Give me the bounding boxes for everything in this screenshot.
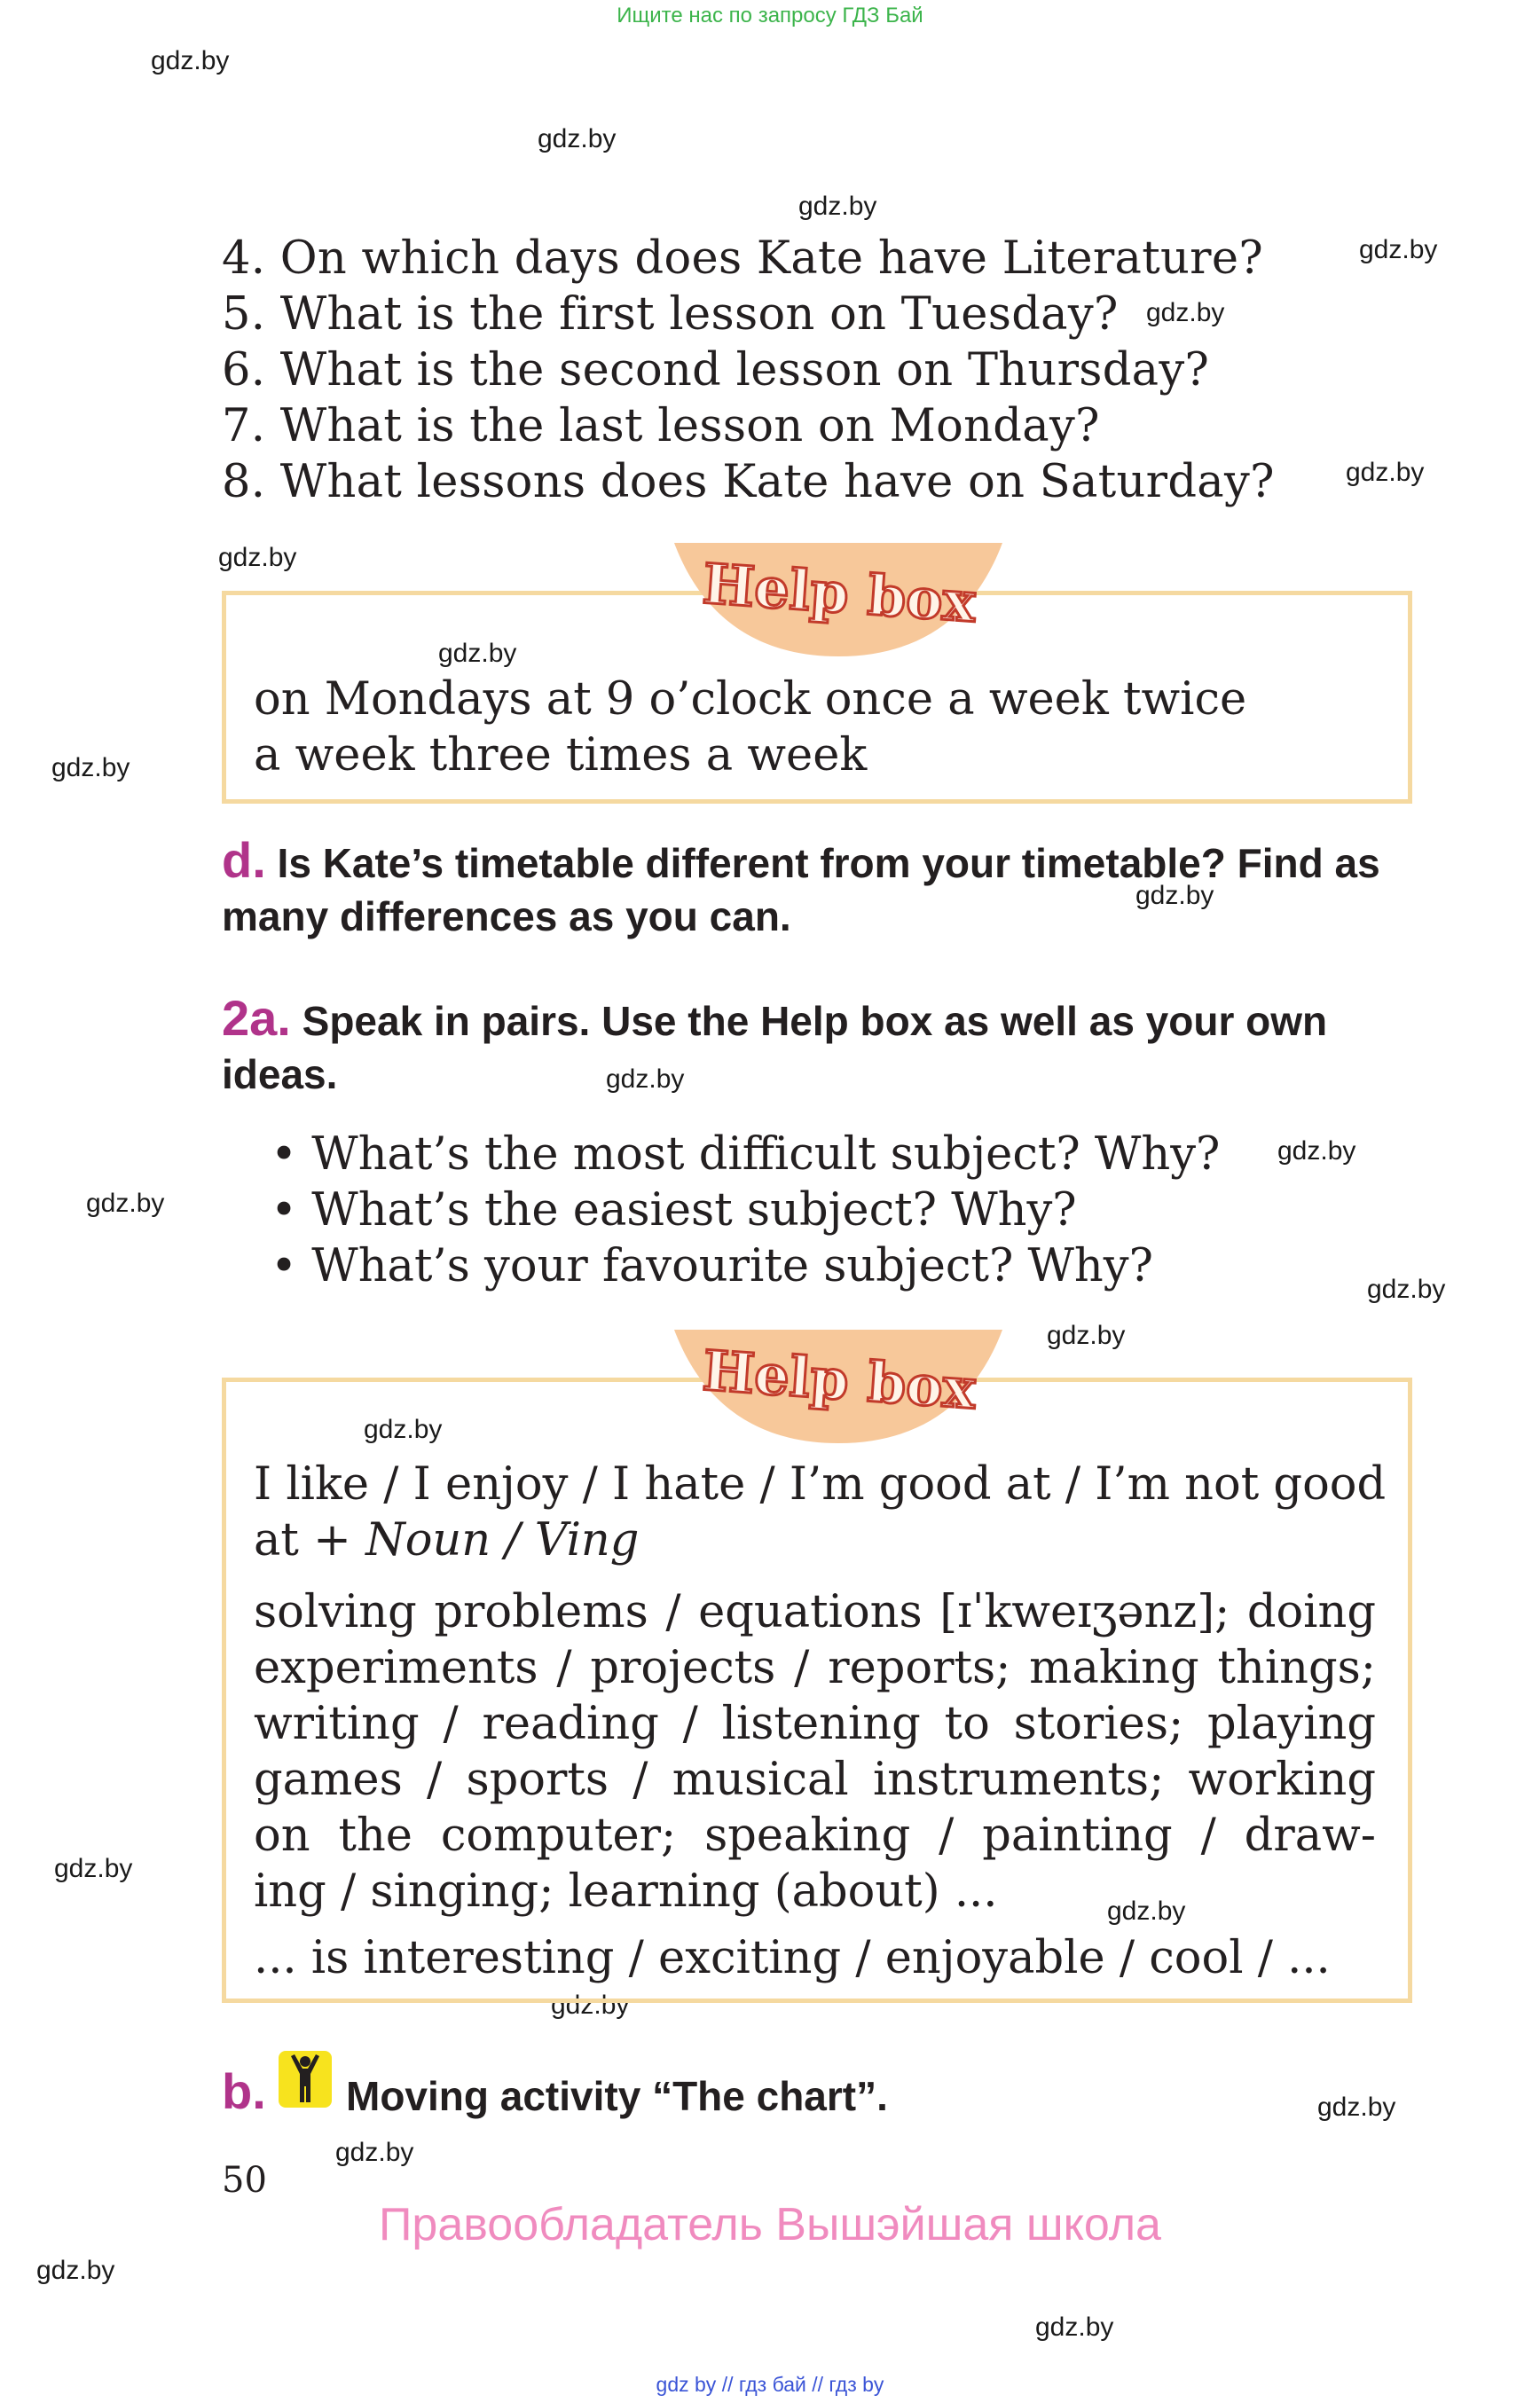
task-d-number: d. — [222, 832, 266, 888]
watermark: gdz.by — [1367, 1275, 1446, 1304]
task-d-text: Is Kate’s timetable different from your timetable? Find as many differences as you can. — [222, 840, 1380, 939]
bullet-item: • What’s the easiest subject? Why? — [271, 1184, 1077, 1237]
help-box-2-line-2-text: at + — [254, 1514, 366, 1567]
task-2a-text: Speak in pairs. Use the Help box as well as your own ideas. — [222, 998, 1328, 1097]
watermark: gdz.by — [1359, 235, 1438, 264]
question-6: 6. What is the second lesson on Thursday? — [222, 344, 1210, 397]
question-7: 7. What is the last lesson on Monday? — [222, 400, 1100, 452]
watermark: gdz.by — [36, 2256, 115, 2285]
help-box-title: Help box — [700, 551, 978, 635]
watermark: gdz.by — [151, 46, 230, 75]
question-5: 5. What is the first lesson on Tuesday? — [222, 288, 1119, 341]
watermark: gdz.by — [1035, 2313, 1114, 2342]
top-search-note: Ищите нас по запросу ГДЗ Бай — [617, 4, 923, 27]
paragraph-line: on the computer; speaking / painting / draw- — [254, 1810, 1376, 1862]
help-box-2-paragraph — [254, 1584, 1376, 1864]
watermark: gdz.by — [1346, 458, 1425, 487]
watermark: gdz.by — [538, 124, 617, 153]
bullet-item: • What’s your favourite subject? Why? — [271, 1240, 1153, 1292]
help-box-2-closing: ... is interesting / exciting / enjoyable / cool / ... — [254, 1932, 1331, 1984]
help-box-title: Help box — [700, 1338, 978, 1422]
paragraph-line: writing / reading / listening to stories; playing — [254, 1698, 1376, 1750]
bullet-item: • What’s the most difficult subject? Why? — [271, 1128, 1221, 1181]
footer-links: gdz by // гдз бай // гдз by — [656, 2373, 884, 2396]
watermark: gdz.by — [1135, 881, 1214, 910]
watermark: gdz.by — [606, 1064, 685, 1094]
watermark: gdz.by — [1317, 2093, 1396, 2122]
paragraph-line: games / sports / musical instruments; working — [254, 1754, 1376, 1806]
task-b-text: Moving activity “The chart”. — [346, 2073, 888, 2119]
page-number: 50 — [222, 2160, 267, 2201]
help-box-2-line-2 — [254, 1512, 639, 1568]
question-8: 8. What lessons does Kate have on Saturday? — [222, 456, 1275, 508]
task-d — [222, 834, 1410, 943]
help-box-2-paragraph-last-line: ing / singing; learning (about) ... — [254, 1865, 998, 1918]
help-box-1-line-1: on Mondays at 9 o’clock once a week twice — [254, 673, 1247, 726]
help-box-2-line-1: I like / I enjoy / I hate / I’m good at / I’m not good — [254, 1458, 1387, 1511]
watermark: gdz.by — [54, 1854, 133, 1883]
task-b-number: b. — [222, 2063, 266, 2119]
watermark: gdz.by — [1277, 1136, 1356, 1166]
task-b-number-wrap — [222, 2065, 266, 2121]
watermark: gdz.by — [335, 2138, 414, 2167]
question-bullets — [271, 1127, 1220, 1294]
watermark: gdz.by — [1146, 298, 1225, 327]
task-2a-number: 2a. — [222, 990, 291, 1046]
copyright-owner: Правообладатель Вышэйшая школа — [379, 2199, 1161, 2250]
watermark: gdz.by — [551, 1991, 630, 2020]
watermark: gdz.by — [1107, 1896, 1186, 1926]
watermark: gdz.by — [438, 639, 517, 668]
paragraph-line: experiments / projects / reports; making things; — [254, 1642, 1376, 1694]
task-2a — [222, 992, 1410, 1101]
question-4: 4. On which days does Kate have Literature? — [222, 232, 1263, 285]
moving-person-icon — [279, 2051, 332, 2108]
paragraph-line: solving problems / equations [ɪˈkweɪʒənz]; doing — [254, 1586, 1376, 1638]
watermark: gdz.by — [1047, 1321, 1126, 1350]
help-box-2-line-2-italic: Noun / Ving — [365, 1514, 640, 1567]
help-box-1-line-2: a week three times a week — [254, 729, 868, 781]
watermark: gdz.by — [86, 1189, 165, 1218]
watermark: gdz.by — [51, 753, 130, 782]
watermark: gdz.by — [218, 543, 297, 572]
watermark: gdz.by — [364, 1415, 443, 1444]
help-box-badge — [674, 1330, 1002, 1445]
watermark: gdz.by — [798, 192, 877, 221]
help-box-badge — [674, 543, 1002, 658]
